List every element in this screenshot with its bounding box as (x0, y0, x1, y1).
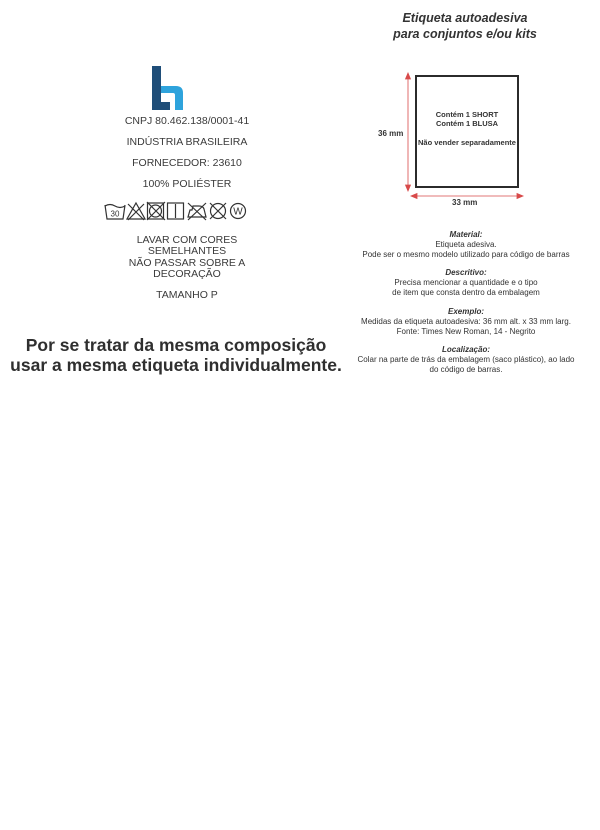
no-bleach-icon (126, 201, 146, 221)
spec-title-line-2: para conjuntos e/ou kits (393, 27, 537, 41)
wash-temp: 30 (110, 209, 120, 219)
exemplo-heading: Exemplo: (447, 307, 484, 316)
brand-logo-icon (150, 64, 186, 112)
no-dry-clean-icon (208, 201, 228, 221)
descritivo-heading: Descritivo: (445, 268, 487, 277)
descritivo-line-2: de item que consta dentro da embalagem (392, 288, 540, 297)
width-dimension: 33 mm (452, 198, 478, 207)
sticker-label (415, 75, 519, 188)
instruction-line-3: NÃO PASSAR SOBRE A (128, 257, 246, 269)
material-line-2: Pode ser o mesmo modelo utilizado para código de barras (362, 250, 570, 259)
descritivo-line-1: Precisa mencionar a quantidade e o tipo (394, 278, 538, 287)
instruction-line-2: SEMELHANTES (147, 245, 227, 257)
material-heading: Material: (449, 230, 483, 239)
height-dimension: 36 mm (378, 129, 404, 138)
label-line-2: Contém 1 BLUSA (435, 119, 499, 128)
note-line-2: usar a mesma etiqueta individualmente. (10, 355, 342, 375)
instruction-line-1: LAVAR COM CORES (136, 234, 238, 246)
localizacao-heading: Localização: (441, 345, 490, 354)
label-line-1: Contém 1 SHORT (435, 110, 499, 119)
localizacao-line-1: Colar na parte de trás da embalagem (saco plástico), ao lado (357, 355, 575, 364)
note-line-1: Por se tratar da mesma composição (25, 335, 327, 355)
spec-title-line-1: Etiqueta autoadesiva (402, 11, 528, 25)
no-iron-icon (186, 201, 208, 221)
no-tumble-dry-icon (146, 201, 166, 221)
exemplo-line-2: Fonte: Times New Roman, 14 - Negrito (396, 327, 536, 336)
label-line-3: Não vender separadamente (418, 138, 516, 147)
wet-clean-icon (228, 201, 248, 221)
wash-30-icon (104, 201, 126, 221)
instruction-line-4: DECORAÇÃO (153, 268, 221, 280)
supplier-text: FORNECEDOR: 23610 (132, 157, 242, 169)
origin-text: INDÚSTRIA BRASILEIRA (126, 136, 248, 148)
line-dry-icon (166, 201, 186, 221)
composition-text: 100% POLIÉSTER (142, 178, 232, 190)
material-line-1: Etiqueta adesiva. (435, 240, 497, 249)
care-symbols (104, 201, 248, 221)
wetclean-letter: W (233, 206, 243, 218)
localizacao-line-2: do código de barras. (429, 365, 503, 374)
cnpj-text: CNPJ 80.462.138/0001-41 (124, 115, 250, 127)
size-text: TAMANHO P (156, 289, 218, 301)
exemplo-line-1: Medidas da etiqueta autoadesiva: 36 mm alt. x 33 mm larg. (361, 317, 571, 326)
